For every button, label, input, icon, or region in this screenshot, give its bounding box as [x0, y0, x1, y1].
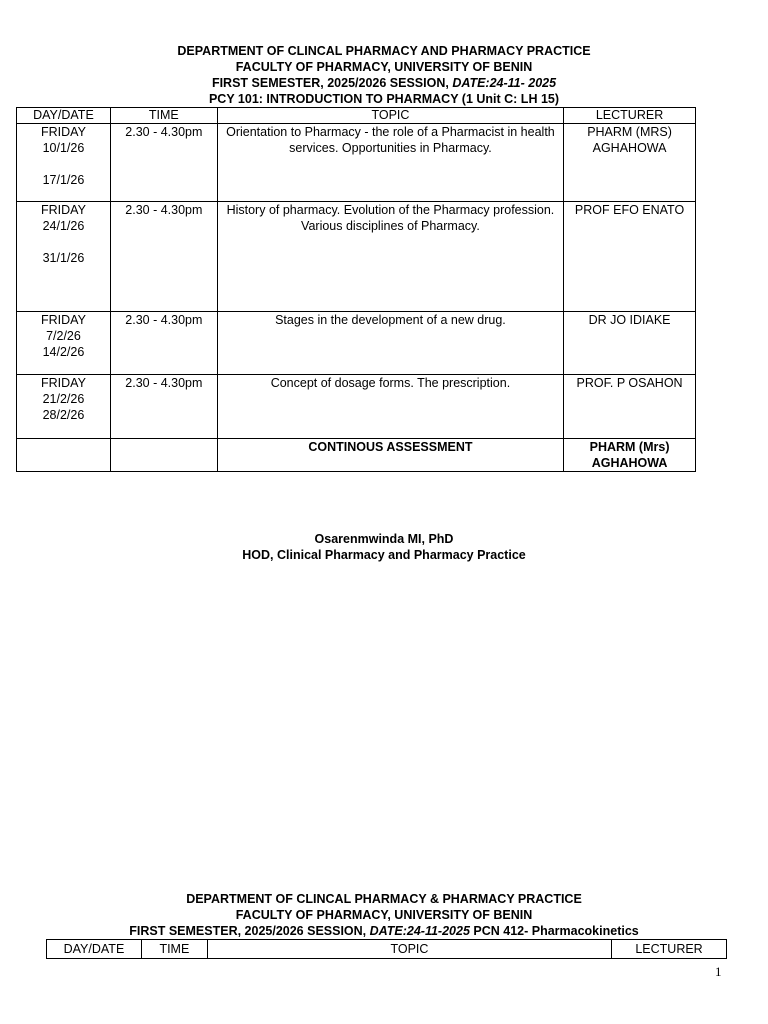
second-schedule-table — [46, 939, 727, 959]
topic-cell: Stages in the development of a new drug. — [217, 312, 563, 375]
table-header-row — [17, 108, 696, 124]
course-title: PCY 101: INTRODUCTION TO PHARMACY (1 Unit C: LH 15) — [208, 92, 560, 106]
date-value: 17/1/26 — [42, 173, 85, 187]
lecturer-cell: PROF EFO ENATO — [564, 202, 696, 312]
column-header-topic: TOPIC — [207, 940, 611, 959]
empty-cell — [110, 439, 217, 472]
second-schedule-header — [0, 891, 768, 939]
assessment-lecturer — [564, 439, 696, 472]
table-row — [17, 202, 696, 312]
session-text: FIRST SEMESTER, 2025/2026 SESSION, — [211, 76, 453, 90]
date-value: 10/1/26 — [42, 141, 85, 155]
column-header-time: TIME — [110, 108, 217, 124]
date-value: 24/1/26 — [42, 219, 85, 233]
page-number: 1 — [715, 964, 722, 979]
day-label: FRIDAY — [41, 125, 86, 139]
date-value: 28/2/26 — [42, 408, 85, 422]
session-date: DATE:24-11- 2025 — [452, 76, 557, 90]
assessment-row — [17, 439, 696, 472]
daydate-cell — [17, 312, 111, 375]
table-row — [17, 124, 696, 202]
empty-cell — [17, 439, 111, 472]
assessment-topic: CONTINOUS ASSESSMENT — [217, 439, 563, 472]
department-title: DEPARTMENT OF CLINCAL PHARMACY AND PHARMACY PRACTICE — [177, 44, 591, 58]
course-title: PCN 412- Pharmacokinetics — [469, 924, 639, 938]
signatory-title: HOD, Clinical Pharmacy and Pharmacy Practice — [242, 548, 526, 562]
signature-block — [0, 531, 768, 563]
schedule-header — [0, 43, 768, 107]
day-label: FRIDAY — [41, 376, 86, 390]
time-cell: 2.30 - 4.30pm — [110, 312, 217, 375]
session-date: DATE:24-11-2025 — [369, 924, 470, 938]
faculty-title: FACULTY OF PHARMACY, UNIVERSITY OF BENIN — [235, 60, 533, 74]
assessment-lecturer-line: PHARM (Mrs) — [589, 440, 670, 454]
column-header-daydate: DAY/DATE — [17, 108, 111, 124]
lecturer-cell: PHARM (MRS) AGHAHOWA — [564, 124, 696, 202]
assessment-lecturer-line: AGHAHOWA — [591, 456, 668, 470]
daydate-cell — [17, 202, 111, 312]
department-title: DEPARTMENT OF CLINCAL PHARMACY & PHARMACY PRACTICE — [186, 892, 582, 906]
lecturer-cell: DR JO IDIAKE — [564, 312, 696, 375]
date-value: 7/2/26 — [46, 329, 81, 343]
lecturer-cell: PROF. P OSAHON — [564, 375, 696, 439]
session-text: FIRST SEMESTER, 2025/2026 SESSION, — [129, 924, 370, 938]
table-row — [17, 375, 696, 439]
session-line — [0, 75, 768, 91]
column-header-lecturer: LECTURER — [564, 108, 696, 124]
column-header-lecturer: LECTURER — [612, 940, 727, 959]
column-header-time: TIME — [141, 940, 207, 959]
faculty-title: FACULTY OF PHARMACY, UNIVERSITY OF BENIN — [235, 908, 533, 922]
daydate-cell — [17, 124, 111, 202]
session-line — [0, 923, 768, 939]
time-cell: 2.30 - 4.30pm — [110, 124, 217, 202]
daydate-cell — [17, 375, 111, 439]
topic-cell: Concept of dosage forms. The prescription. — [217, 375, 563, 439]
date-value: 31/1/26 — [42, 251, 85, 265]
column-header-daydate: DAY/DATE — [47, 940, 142, 959]
course-schedule-table — [16, 107, 696, 472]
table-header-row — [47, 940, 727, 959]
column-header-topic: TOPIC — [217, 108, 563, 124]
date-value: 21/2/26 — [42, 392, 85, 406]
table-row — [17, 312, 696, 375]
day-label: FRIDAY — [41, 203, 86, 217]
signatory-name: Osarenmwinda MI, PhD — [314, 532, 454, 546]
topic-cell: History of pharmacy. Evolution of the Pharmacy profession. Various disciplines of Pharmacy. — [217, 202, 563, 312]
time-cell: 2.30 - 4.30pm — [110, 375, 217, 439]
day-label: FRIDAY — [41, 313, 86, 327]
time-cell: 2.30 - 4.30pm — [110, 202, 217, 312]
topic-cell: Orientation to Pharmacy - the role of a Pharmacist in health services. Opportunities in Pharmacy. — [217, 124, 563, 202]
date-value: 14/2/26 — [42, 345, 85, 359]
